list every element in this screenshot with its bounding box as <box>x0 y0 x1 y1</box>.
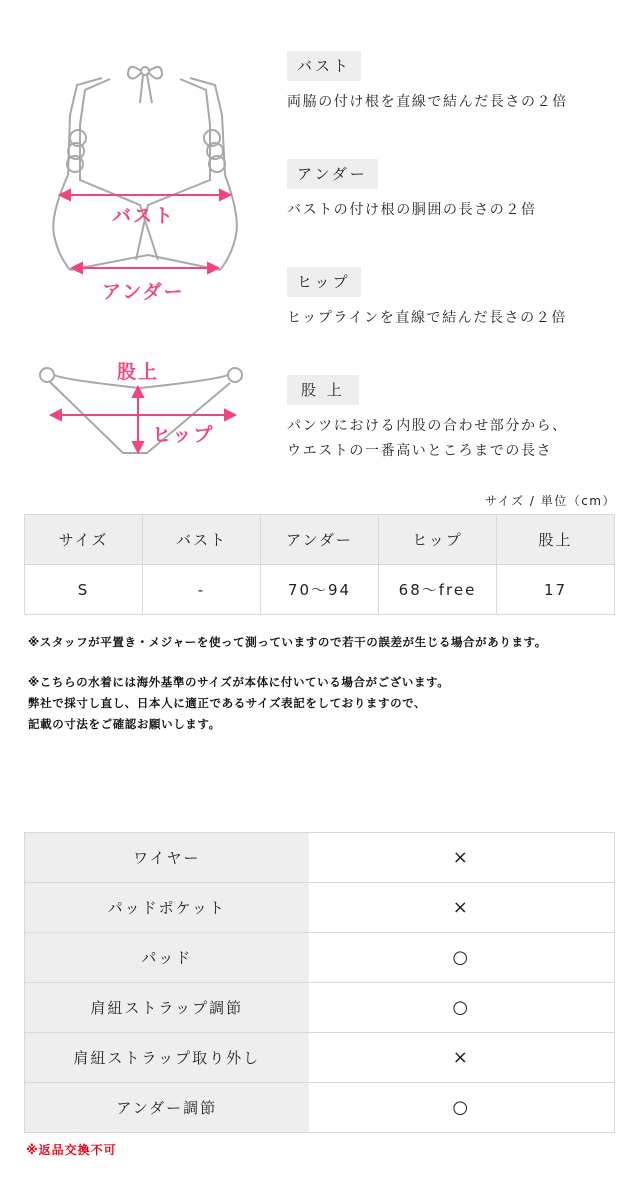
size-table-header-row <box>25 515 615 565</box>
definition-tag: アンダー <box>287 159 378 189</box>
definition-desc <box>287 414 568 464</box>
bikini-top-drawing <box>40 55 250 305</box>
feature-label: パッド <box>25 933 309 983</box>
definition-rise <box>287 375 568 464</box>
header-under: アンダー <box>261 515 379 565</box>
table-row <box>25 833 615 883</box>
note-line: ※こちらの水着には海外基準のサイズが本体に付いている場合がございます。 <box>28 675 450 689</box>
note-line: 記載の寸法をご確認お願いします。 <box>28 717 221 731</box>
table-row <box>25 1033 615 1083</box>
feature-label: アンダー調節 <box>25 1083 309 1133</box>
size-table <box>24 514 615 615</box>
feature-value: × <box>309 883 615 933</box>
definition-tag: ヒップ <box>287 267 361 297</box>
cell-size: S <box>25 565 143 615</box>
feature-label: 肩紐ストラップ取り外し <box>25 1033 309 1083</box>
definition-tag: バスト <box>287 51 361 81</box>
table-row <box>25 983 615 1033</box>
bikini-bottom-illustration <box>35 355 245 465</box>
header-size: サイズ <box>25 515 143 565</box>
bust-illustration-label: バスト <box>112 205 176 227</box>
unit-note: サイズ / 単位（cm） <box>485 494 616 508</box>
under-illustration-label: アンダー <box>102 281 185 303</box>
definition-desc: 両脇の付け根を直線で結んだ長さの２倍 <box>287 94 568 110</box>
feature-table <box>24 832 615 1133</box>
feature-value: × <box>309 1033 615 1083</box>
cell-hip: 68～free <box>379 565 497 615</box>
cell-under: 70～94 <box>261 565 379 615</box>
feature-value: ○ <box>309 1083 615 1133</box>
table-row <box>25 883 615 933</box>
definition-desc-line: パンツにおける内股の合わせ部分から、 <box>287 418 568 434</box>
feature-label: ワイヤー <box>25 833 309 883</box>
definition-under <box>287 159 537 223</box>
definition-desc: ヒップラインを直線で結んだ長さの２倍 <box>287 310 567 326</box>
table-row <box>25 1083 615 1133</box>
feature-label: パッドポケット <box>25 883 309 933</box>
header-rise: 股上 <box>497 515 615 565</box>
definition-desc: バストの付け根の胴囲の長さの２倍 <box>287 202 537 218</box>
header-bust: バスト <box>143 515 261 565</box>
definition-bust <box>287 51 568 115</box>
measurement-note: ※スタッフが平置き・メジャーを使って測っていますので若干の誤差が生じる場合があります。 <box>28 635 547 649</box>
rise-illustration-label: 股上 <box>117 361 160 383</box>
feature-value: ○ <box>309 983 615 1033</box>
bikini-top-illustration <box>40 55 250 305</box>
size-label-note <box>28 672 449 735</box>
definition-desc-line: ウエストの一番高いところまでの長さ <box>287 443 553 459</box>
feature-value: ○ <box>309 933 615 983</box>
cell-bust: - <box>143 565 261 615</box>
header-hip: ヒップ <box>379 515 497 565</box>
definition-tag: 股 上 <box>287 375 359 405</box>
table-row <box>25 933 615 983</box>
feature-label: 肩紐ストラップ調節 <box>25 983 309 1033</box>
cell-rise: 17 <box>497 565 615 615</box>
no-return-note: ※返品交換不可 <box>26 1143 117 1157</box>
feature-value: × <box>309 833 615 883</box>
table-row <box>25 565 615 615</box>
hip-illustration-label: ヒップ <box>152 424 215 446</box>
note-line: 弊社で採寸し直し、日本人に適正であるサイズ表記をしておりますので、 <box>28 696 427 710</box>
definition-hip <box>287 267 567 331</box>
